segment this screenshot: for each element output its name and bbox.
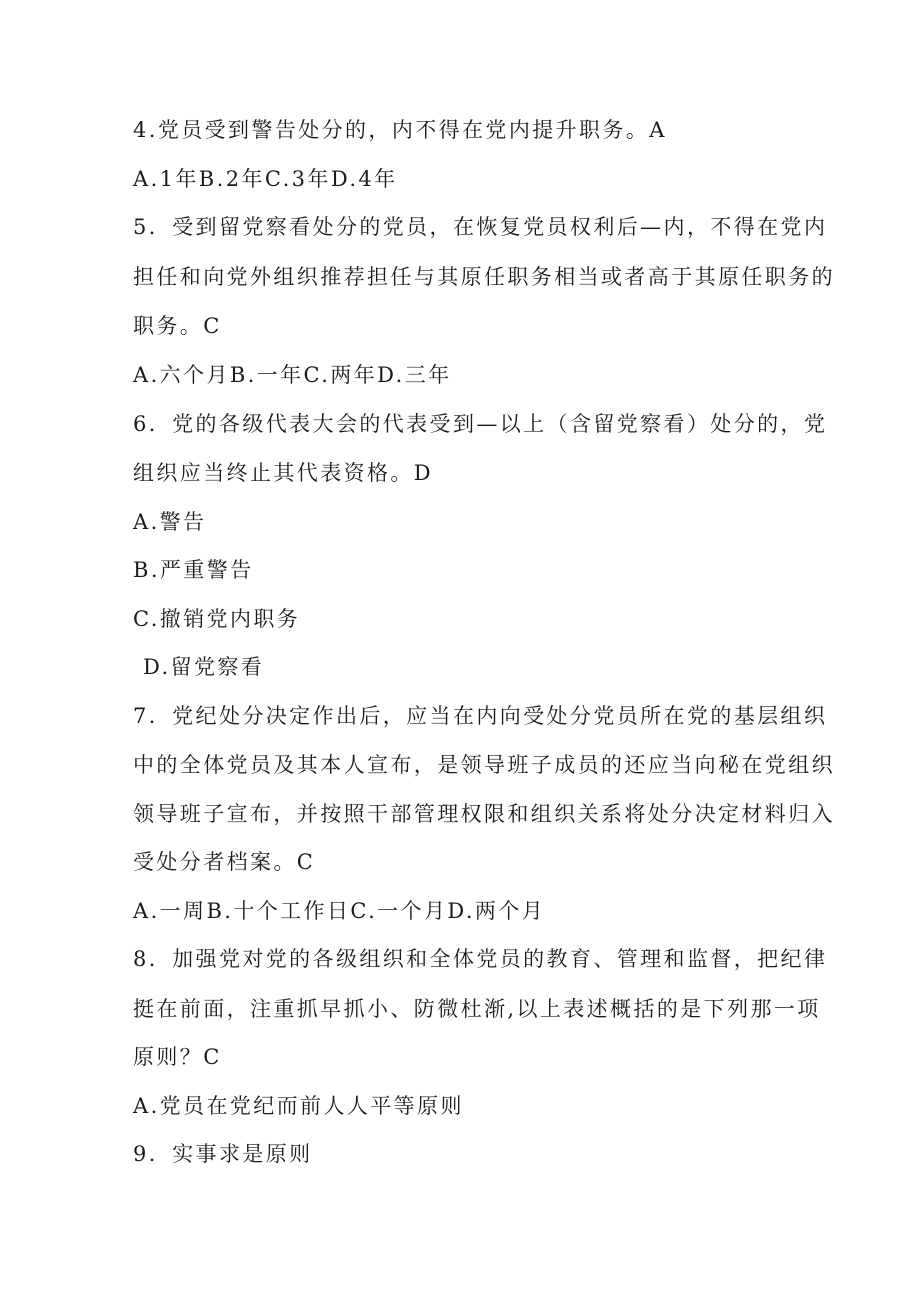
question-5-text-line-3: 职务。C: [133, 314, 222, 338]
question-8-text-line-3: 原则？C: [133, 1045, 222, 1069]
question-5-text-line-1: 5．受到留党察看处分的党员，在恢复党员权利后—内，不得在党内: [133, 215, 828, 239]
question-4-text: 4.党员受到警告处分的，内不得在党内提升职务。A: [133, 118, 667, 142]
question-6-option-b: B.严重警告: [133, 558, 254, 582]
question-7-text-line-3: 领导班子宣布，并按照干部管理权限和组织关系将处分决定材料归入: [133, 802, 835, 826]
question-5-options: A.六个月B.一年C.两年D.三年: [133, 363, 452, 387]
question-8-option-a: A.党员在党纪而前人人平等原则: [133, 1094, 464, 1118]
question-6-option-d: D.留党察看: [143, 655, 265, 679]
question-6-option-a: A.警告: [133, 510, 207, 534]
question-6-text-line-1: 6．党的各级代表大会的代表受到—以上（含留党察看）处分的，党: [133, 412, 828, 436]
question-7-text-line-4: 受处分者档案。C: [133, 850, 316, 874]
question-5-text-line-2: 担任和向党外组织推荐担任与其原任职务相当或者高于其原任职务的: [133, 265, 835, 289]
question-7-options: A.一周B.十个工作日C.一个月D.两个月: [133, 899, 546, 923]
question-6-option-c: C.撤销党内职务: [133, 607, 301, 631]
question-8-text-line-2: 挺在前面，注重抓早抓小、防微杜渐,以上表述概括的是下列那一项: [133, 997, 821, 1021]
question-7-text-line-2: 中的全体党员及其本人宣布，是领导班子成员的还应当向秘在党组织: [133, 753, 835, 777]
question-7-text-line-1: 7．党纪处分决定作出后，应当在内向受处分党员所在党的基层组织: [133, 704, 828, 728]
question-6-text-line-2: 组织应当终止其代表资格。D: [133, 461, 434, 485]
question-4-options: A.1年B.2年C.3年D.4年: [133, 167, 398, 191]
question-9-text: 9．实事求是原则: [133, 1142, 313, 1166]
question-8-text-line-1: 8．加强党对党的各级组织和全体党员的教育、管理和监督，把纪律: [133, 947, 828, 971]
